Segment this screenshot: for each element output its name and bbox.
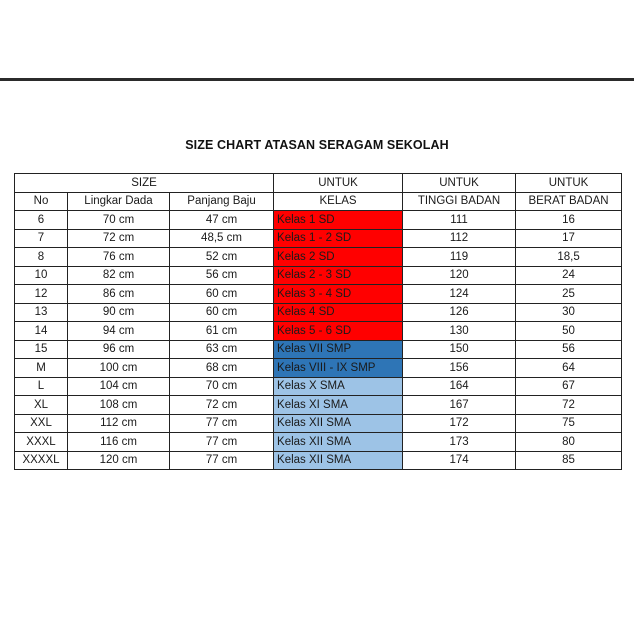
lingkar-dada-cell: 82 cm (68, 266, 170, 285)
size-no-cell: L (15, 377, 68, 396)
panjang-baju-cell: 68 cm (170, 359, 274, 378)
panjang-baju-cell: 48,5 cm (170, 229, 274, 248)
kelas-header: KELAS (274, 192, 403, 211)
table-row (15, 340, 622, 359)
size-no-cell: XXXXL (15, 451, 68, 470)
panjang-baju-cell: 47 cm (170, 211, 274, 230)
table-row (15, 248, 622, 267)
size-no-cell: XXXL (15, 433, 68, 452)
header-row-top (15, 174, 622, 193)
panjang-baju-cell: 77 cm (170, 414, 274, 433)
panjang-baju-cell: 72 cm (170, 396, 274, 415)
lingkar-dada-cell: 76 cm (68, 248, 170, 267)
kelas-cell: Kelas 2 SD (274, 248, 403, 267)
untuk-berat-header: UNTUK (516, 174, 622, 193)
panjang-baju-cell: 70 cm (170, 377, 274, 396)
lingkar-dada-cell: 108 cm (68, 396, 170, 415)
panjang-baju-header: Panjang Baju (170, 192, 274, 211)
lingkar-dada-cell: 96 cm (68, 340, 170, 359)
table-row (15, 303, 622, 322)
lingkar-dada-cell: 100 cm (68, 359, 170, 378)
kelas-cell: Kelas VII SMP (274, 340, 403, 359)
berat-badan-cell: 50 (516, 322, 622, 341)
kelas-cell: Kelas 4 SD (274, 303, 403, 322)
berat-badan-cell: 85 (516, 451, 622, 470)
kelas-cell: Kelas XII SMA (274, 433, 403, 452)
berat-badan-cell: 18,5 (516, 248, 622, 267)
berat-badan-cell: 17 (516, 229, 622, 248)
berat-badan-cell: 25 (516, 285, 622, 304)
size-no-cell: 13 (15, 303, 68, 322)
top-divider (0, 78, 634, 81)
size-header: SIZE (15, 174, 274, 193)
table-row (15, 359, 622, 378)
tinggi-badan-cell: 120 (403, 266, 516, 285)
tinggi-badan-cell: 126 (403, 303, 516, 322)
table-row (15, 322, 622, 341)
lingkar-dada-cell: 120 cm (68, 451, 170, 470)
berat-badan-cell: 64 (516, 359, 622, 378)
kelas-cell: Kelas 2 - 3 SD (274, 266, 403, 285)
untuk-kelas-header: UNTUK (274, 174, 403, 193)
lingkar-dada-cell: 116 cm (68, 433, 170, 452)
tinggi-badan-cell: 119 (403, 248, 516, 267)
kelas-cell: Kelas 1 SD (274, 211, 403, 230)
header-row-sub (15, 192, 622, 211)
lingkar-dada-cell: 72 cm (68, 229, 170, 248)
table-row (15, 211, 622, 230)
table-row (15, 229, 622, 248)
table-row (15, 377, 622, 396)
size-no-cell: 8 (15, 248, 68, 267)
lingkar-dada-header: Lingkar Dada (68, 192, 170, 211)
berat-badan-cell: 67 (516, 377, 622, 396)
tinggi-badan-cell: 164 (403, 377, 516, 396)
berat-badan-cell: 30 (516, 303, 622, 322)
tinggi-badan-cell: 167 (403, 396, 516, 415)
kelas-cell: Kelas X SMA (274, 377, 403, 396)
lingkar-dada-cell: 70 cm (68, 211, 170, 230)
kelas-cell: Kelas XI SMA (274, 396, 403, 415)
size-no-cell: 10 (15, 266, 68, 285)
size-no-cell: XL (15, 396, 68, 415)
tinggi-badan-cell: 111 (403, 211, 516, 230)
kelas-cell: Kelas 1 - 2 SD (274, 229, 403, 248)
table-row (15, 285, 622, 304)
berat-badan-cell: 24 (516, 266, 622, 285)
table-row (15, 414, 622, 433)
table-row (15, 396, 622, 415)
kelas-cell: Kelas 3 - 4 SD (274, 285, 403, 304)
size-no-cell: 14 (15, 322, 68, 341)
panjang-baju-cell: 56 cm (170, 266, 274, 285)
size-no-cell: 12 (15, 285, 68, 304)
size-no-cell: M (15, 359, 68, 378)
size-no-cell: 6 (15, 211, 68, 230)
panjang-baju-cell: 63 cm (170, 340, 274, 359)
lingkar-dada-cell: 112 cm (68, 414, 170, 433)
berat-badan-cell: 80 (516, 433, 622, 452)
kelas-cell: Kelas 5 - 6 SD (274, 322, 403, 341)
size-no-cell: 15 (15, 340, 68, 359)
panjang-baju-cell: 77 cm (170, 451, 274, 470)
panjang-baju-cell: 60 cm (170, 285, 274, 304)
kelas-cell: Kelas VIII - IX SMP (274, 359, 403, 378)
size-chart-table (14, 173, 622, 470)
no-header: No (15, 192, 68, 211)
berat-badan-cell: 16 (516, 211, 622, 230)
tinggi-badan-cell: 112 (403, 229, 516, 248)
page-title: SIZE CHART ATASAN SERAGAM SEKOLAH (185, 138, 449, 152)
lingkar-dada-cell: 90 cm (68, 303, 170, 322)
tinggi-badan-cell: 173 (403, 433, 516, 452)
tinggi-badan-cell: 150 (403, 340, 516, 359)
untuk-tinggi-header: UNTUK (403, 174, 516, 193)
tinggi-badan-cell: 124 (403, 285, 516, 304)
tinggi-badan-header: TINGGI BADAN (403, 192, 516, 211)
lingkar-dada-cell: 94 cm (68, 322, 170, 341)
panjang-baju-cell: 52 cm (170, 248, 274, 267)
table-row (15, 433, 622, 452)
tinggi-badan-cell: 174 (403, 451, 516, 470)
tinggi-badan-cell: 172 (403, 414, 516, 433)
panjang-baju-cell: 60 cm (170, 303, 274, 322)
berat-badan-cell: 75 (516, 414, 622, 433)
table-row (15, 266, 622, 285)
panjang-baju-cell: 77 cm (170, 433, 274, 452)
size-no-cell: 7 (15, 229, 68, 248)
lingkar-dada-cell: 86 cm (68, 285, 170, 304)
berat-badan-cell: 56 (516, 340, 622, 359)
tinggi-badan-cell: 130 (403, 322, 516, 341)
berat-badan-cell: 72 (516, 396, 622, 415)
kelas-cell: Kelas XII SMA (274, 451, 403, 470)
berat-badan-header: BERAT BADAN (516, 192, 622, 211)
kelas-cell: Kelas XII SMA (274, 414, 403, 433)
table-row (15, 451, 622, 470)
panjang-baju-cell: 61 cm (170, 322, 274, 341)
lingkar-dada-cell: 104 cm (68, 377, 170, 396)
size-no-cell: XXL (15, 414, 68, 433)
tinggi-badan-cell: 156 (403, 359, 516, 378)
